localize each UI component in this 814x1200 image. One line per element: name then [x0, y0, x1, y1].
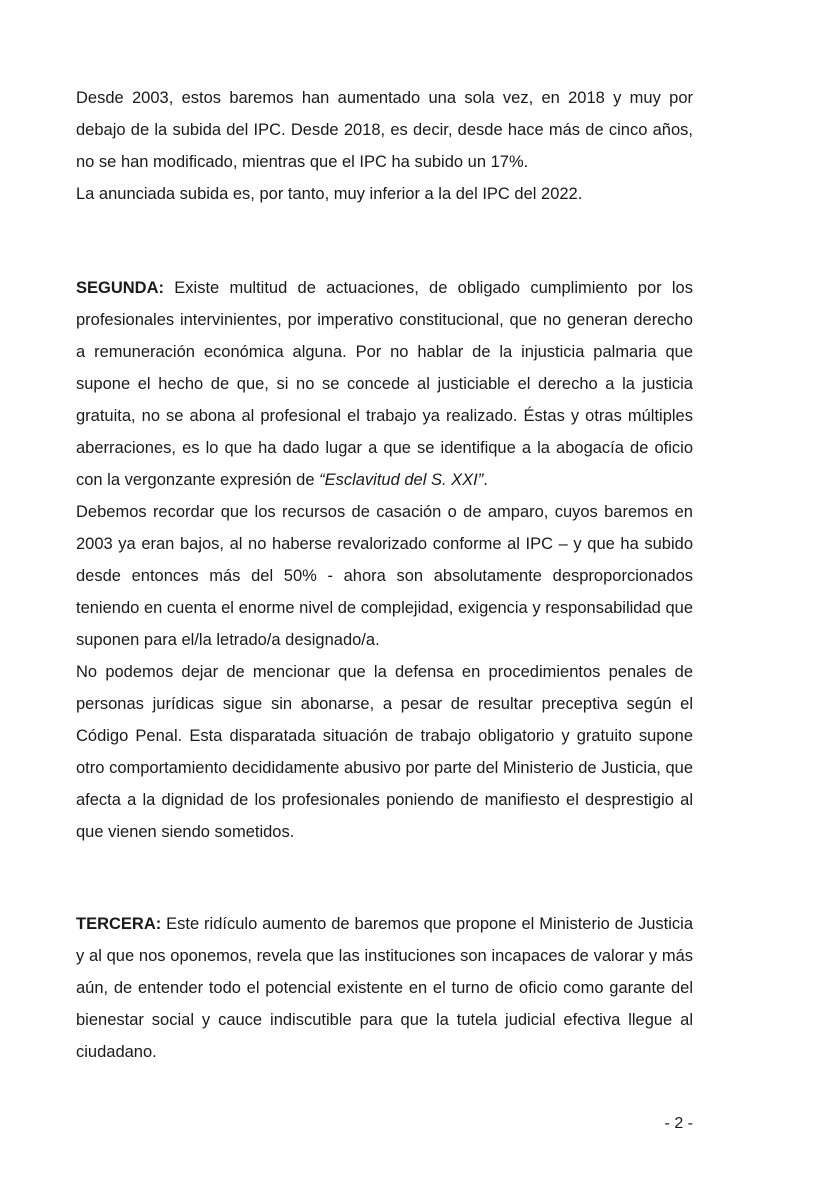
intro-section — [76, 82, 693, 210]
segunda-paragraph-1 — [76, 272, 693, 496]
segunda-label: SEGUNDA: — [76, 279, 165, 297]
intro-paragraph-1: Desde 2003, estos baremos han aumentado una sola vez, en 2018 y muy por debajo de la subida del IPC. Desde 2018, es decir, desde hace más de cinco años, no se han modificado, mientras que el IPC ha subido un 17%. — [76, 89, 693, 171]
tercera-section — [76, 908, 693, 1068]
segunda-paragraph-2: Debemos recordar que los recursos de casación o de amparo, cuyos baremos en 2003 ya eran bajos, al no haberse revalorizado conforme al IPC – y que ha subido desde entonces más del 50% - ahora son absolutamente desproporcionados teniendo en cuenta el enorme nivel de complejidad, exigencia y responsabilidad que suponen para el/la letrado/a designado/a. — [76, 503, 693, 649]
segunda-paragraph-1-text: Existe multitud de actuaciones, de obligado cumplimiento por los profesionales intervinientes, por imperativo constitucional, que no generan derecho a remuneración económica alguna. Por no hablar de la injusticia palmaria que supone el hecho de que, si no se concede al justiciable el derecho a la justicia gratuita, no se abona al profesional el trabajo ya realizado. Éstas y otras múltiples aberraciones, es lo que ha dado lugar a que se identifique a la abogacía de oficio con la vergonzante expresión de — [76, 279, 693, 489]
tercera-paragraph-1 — [76, 908, 693, 1068]
segunda-section — [76, 272, 693, 848]
segunda-paragraph-1-end: . — [483, 471, 488, 489]
tercera-label: TERCERA: — [76, 915, 162, 933]
intro-paragraph-2: La anunciada subida es, por tanto, muy inferior a la del IPC del 2022. — [76, 185, 583, 203]
segunda-paragraph-3: No podemos dejar de mencionar que la defensa en procedimientos penales de personas jurídicas sigue sin abonarse, a pesar de resultar preceptiva según el Código Penal. Esta disparatada situación de trabajo obligatorio y gratuito supone otro comportamiento decididamente abusivo por parte del Ministerio de Justicia, que afecta a la dignidad de los profesionales poniendo de manifiesto el desprestigio al que vienen siendo sometidos. — [76, 663, 693, 841]
tercera-paragraph-1-text: Este ridículo aumento de baremos que propone el Ministerio de Justicia y al que nos oponemos, revela que las instituciones son incapaces de valorar y más aún, de entender todo el potencial existente en el turno de oficio como garante del bienestar social y cauce indiscutible para que la tutela judicial efectiva llegue al ciudadano. — [76, 915, 693, 1061]
segunda-quote: “Esclavitud del S. XXI” — [319, 471, 484, 489]
page-number: - 2 - — [664, 1115, 693, 1132]
